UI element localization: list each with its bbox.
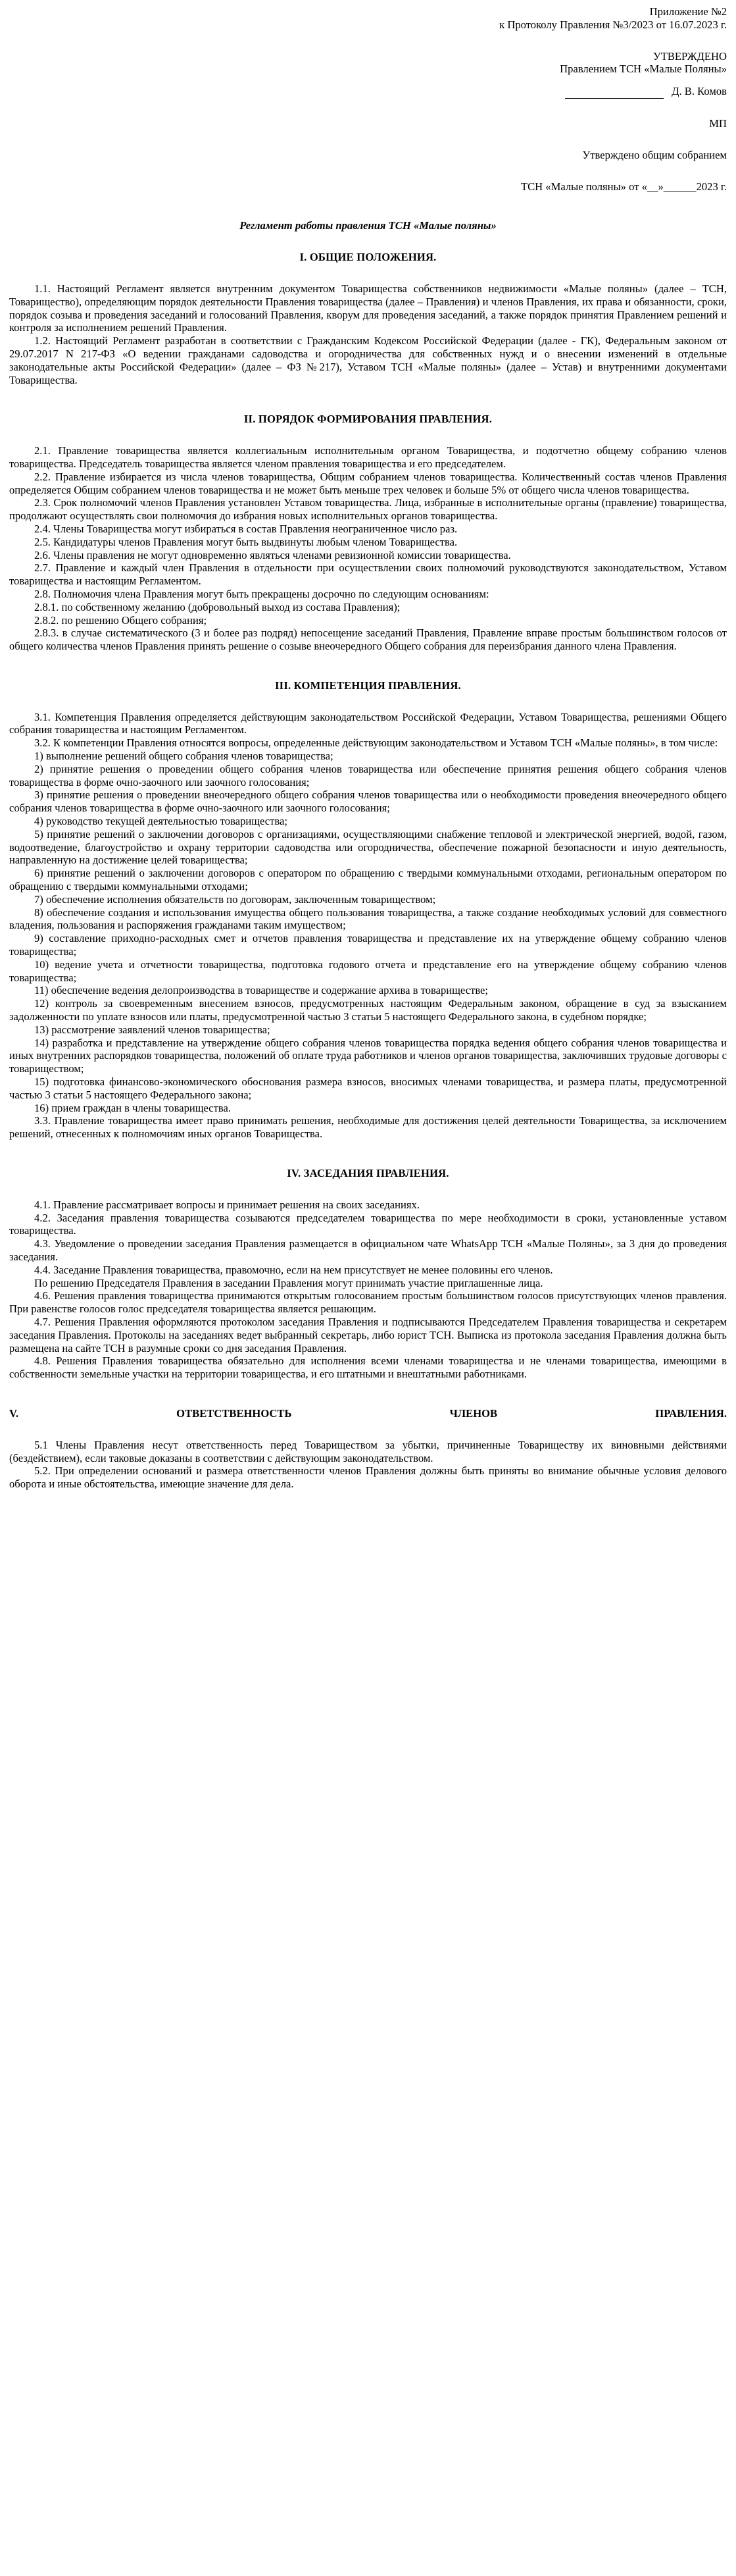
- stamp-mark: МП: [709, 116, 727, 130]
- list-item: 11) обеспечение ведения делопроизводства в товариществе и содержание архива в товариществе;: [34, 984, 489, 997]
- protocol-reference: к Протоколу Правления №3/2023 от 16.07.2023 г.: [499, 18, 727, 31]
- paragraph: 3.2. К компетенции Правления относятся вопросы, определенные действующим законодательством и Уставом ТСН «Малые поляны», в том числе:: [34, 736, 718, 750]
- section-heading: IV. ЗАСЕДАНИЯ ПРАВЛЕНИЯ.: [287, 1166, 449, 1179]
- paragraph: 4.8. Решения Правления товарищества обязательно для исполнения всеми членами товарищества и не членами товарищества, имеющими в собственности земельные участки на территории товарищества, и его штатными и внештатными работниками.: [9, 1354, 727, 1381]
- approved-by-board: Правлением ТСН «Малые Поляны»: [560, 63, 727, 76]
- list-item: 4) руководство текущей деятельностью товарищества;: [34, 815, 288, 828]
- sub-item: 2.8.1. по собственному желанию (добровольный выход из состава Правления);: [34, 600, 401, 613]
- paragraph: 3.3. Правление товарищества имеет право принимать решения, необходимые для достижения целей деятельности Товарищества, за исключением решений, отнесенных к полномочиям иных органов Товарищества.: [9, 1114, 727, 1141]
- approved-general-meeting: Утверждено общим собранием: [582, 148, 727, 161]
- paragraph: 2.8. Полномочия члена Правления могут быть прекращены досрочно по следующим основаниям:: [34, 587, 489, 600]
- paragraph: 2.7. Правление и каждый член Правления в отдельности при осуществлении своих полномочий руководствуются законодательством, Уставом товарищества и настоящим Регламентом.: [9, 561, 727, 588]
- paragraph: 1.1. Настоящий Регламент является внутренним документом Товарищества собственников недвижимости «Малые поляны» (далее – ТСН, Товарищество), определяющим порядок деятельности Правления товарищества (далее – Правления) и членов Правления, их права и обязанности, сроки, порядок созыва и проведения заседаний и голосований Правления, кворум для проведения заседаний, а также порядок принятия Правлением решений и контроля за исполнением решений Правления.: [9, 282, 727, 334]
- document-title: Регламент работы правления ТСН «Малые поляны»: [239, 219, 497, 232]
- heading-word: ПРАВЛЕНИЯ.: [655, 1406, 727, 1420]
- list-item: 8) обеспечение создания и использования имущества общего пользования товарищества, а также создание необходимых условий для совместного владения, пользования и распоряжения гражданами таким имуществом;: [9, 906, 727, 932]
- document-header: [9, 5, 727, 193]
- heading-word: ЧЛЕНОВ: [449, 1406, 498, 1420]
- section-heading: II. ПОРЯДОК ФОРМИРОВАНИЯ ПРАВЛЕНИЯ.: [243, 413, 493, 426]
- heading-word: V.: [9, 1406, 18, 1420]
- section-heading: I. ОБЩИЕ ПОЛОЖЕНИЯ.: [299, 251, 437, 264]
- list-item: 2) принятие решения о проведении общего собрания членов товарищества или обеспечение принятия решения общего собрания членов товарищества в форме очно-заочного или заочного голосования;: [9, 762, 727, 788]
- list-item: 15) подготовка финансово-экономического обоснования размера взносов, вносимых членами товарищества, и размера платы, предусмотренной частью 3 статьи 5 настоящего Федерального закона;: [9, 1075, 727, 1101]
- paragraph: 1.2. Настоящий Регламент разработан в соответствии с Гражданским Кодексом Российской Федерации (далее - ГК), Федеральным законом от 29.07.2017 N 217-ФЗ «О ведении гражданами садоводства и огородничества для собственных нужд и о внесении изменений в отдельные законодательные акты Российской Федерации» (далее – ФЗ №217), Уставом ТСН «Малые поляны» (далее – Устав) и внутренними документами Товарищества.: [9, 334, 727, 386]
- paragraph: 2.5. Кандидатуры членов Правления могут быть выдвинуты любым членом Товарищества.: [34, 535, 458, 548]
- list-item: 10) ведение учета и отчетности товарищества, подготовка годового отчета и представление его на утверждение общему собранию членов товарищества;: [9, 958, 727, 984]
- paragraph: 4.1. Правление рассматривает вопросы и принимает решения на своих заседаниях.: [34, 1198, 420, 1211]
- list-item: 5) принятие решений о заключении договоров с организациями, осуществляющими снабжение тепловой и электрической энергией, водой, газом, водоотведение, благоустройство и охрану территории садоводства или огородничества, обеспечение пожарной безопасности и иную деятельность, направленную на достижение целей товарищества;: [9, 827, 727, 867]
- signature-blank: [565, 85, 664, 99]
- paragraph: 3.1. Компетенция Правления определяется действующим законодательством Российской Федерации, Уставом Товарищества, решениями Общего собрания товарищества и настоящим Регламентом.: [9, 710, 727, 736]
- paragraph: 2.6. Члены правления не могут одновременно являться членами ревизионной комиссии товарищества.: [34, 548, 511, 561]
- heading-word: ОТВЕТСТВЕННОСТЬ: [176, 1406, 292, 1420]
- paragraph: По решению Председателя Правления в заседании Правления могут принимать участие приглашенные лица.: [34, 1276, 543, 1289]
- general-meeting-date: ТСН «Малые поляны» от «__»______2023 г.: [520, 180, 727, 193]
- list-item: 16) прием граждан в члены товарищества.: [34, 1101, 232, 1114]
- paragraph: 2.2. Правление избирается из числа членов товарищества, Общим собранием членов товарищества. Количественный состав членов Правления определяется Общим собранием членов товарищества и не может быть меньше трех человек и больше 5% от общего числа членов товарищества.: [9, 470, 727, 496]
- list-item: 1) выполнение решений общего собрания членов товарищества;: [34, 750, 333, 763]
- approved-label: УТВЕРЖДЕНО: [652, 49, 727, 63]
- section-heading: III. КОМПЕТЕНЦИЯ ПРАВЛЕНИЯ.: [275, 679, 461, 692]
- paragraph: 4.2. Заседания правления товарищества созываются председателем товарищества по мере необходимости в сроки, установленные уставом товарищества.: [9, 1211, 727, 1237]
- section-heading-v: [9, 1407, 727, 1420]
- signature-name: Д. В. Комов: [672, 85, 727, 98]
- paragraph: 4.4. Заседание Правления товарищества, правомочно, если на нем присутствует не менее половины его членов.: [34, 1263, 553, 1276]
- signature-line: [9, 85, 727, 99]
- list-item: 6) принятие решений о заключении договоров с оператором по обращению с твердыми коммунальными отходами, региональным оператором по обращению с твердыми коммунальными отходами;: [9, 867, 727, 893]
- list-item: 9) составление приходно-расходных смет и отчетов правления товарищества и представление их на утверждение общему собранию членов товарищества;: [9, 932, 727, 958]
- list-item: 3) принятие решения о проведении внеочередного общего собрания членов товарищества или о необходимости проведения внеочередного общего собрания членов товарищества в форме очно-заочного или заочного голосования;: [9, 788, 727, 815]
- list-item: 7) обеспечение исполнения обязательств по договорам, заключенным товариществом;: [34, 892, 436, 906]
- sub-item: 2.8.3. в случае систематического (3 и более раз подряд) непосещение заседаний Правления, Правление вправе простым большинством голосов от общего количества членов Правления принять решение о созыве внеочередного Общего собрания для переизбрания данного члена Правления.: [9, 627, 727, 653]
- paragraph: 4.7. Решения Правления оформляются протоколом заседания Правления и подписываются Председателем Правления товарищества и секретарем заседания Правления. Протоколы на заседаниях ведет выбранный секретарь, либо юрист ТСН. Выписка из протокола заседания Правления должна быть размещена на сайте ТСН в разумные сроки со дня заседания Правления.: [9, 1315, 727, 1354]
- list-item: 12) контроль за своевременным внесением взносов, предусмотренных настоящим Федеральным законом, обращение в суд за взысканием задолженности по уплате взносов или платы, предусмотренной частью 3 статьи 5 настоящего Федерального закона, в судебном порядке;: [9, 997, 727, 1023]
- list-item: 13) рассмотрение заявлений членов товарищества;: [34, 1023, 270, 1036]
- paragraph: 2.4. Члены Товарищества могут избираться в состав Правления неограниченное число раз.: [34, 522, 458, 535]
- paragraph: 5.1 Члены Правления несут ответственность перед Товариществом за убытки, причиненные Товариществу их виновными действиями (бездействием), если таковые доказаны в соответствии с действующим законодательством.: [9, 1438, 727, 1464]
- appendix-label: Приложение №2: [649, 5, 727, 18]
- paragraph: 4.3. Уведомление о проведении заседания Правления размещается в официальном чате WhatsApp ТСН «Малые Поляны», за 3 дня до проведения заседания.: [9, 1237, 727, 1263]
- paragraph: 2.1. Правление товарищества является коллегиальным исполнительным органом Товарищества, и подотчетно общему собранию членов товарищества. Председатель товарищества является членом правления товарищества и его председателем.: [9, 444, 727, 470]
- paragraph: 5.2. При определении оснований и размера ответственности членов Правления должны быть приняты во внимание обычные условия делового оборота и иные обстоятельства, имеющие значение для дела.: [9, 1464, 727, 1491]
- sub-item: 2.8.2. по решению Общего собрания;: [34, 613, 207, 627]
- paragraph: 4.6. Решения правления товарищества принимаются открытым голосованием простым большинством голосов присутствующих членов правления. При равенстве голосов голос председателя товарищества является решающим.: [9, 1289, 727, 1316]
- paragraph: 2.3. Срок полномочий членов Правления установлен Уставом товарищества. Лица, избранные в исполнительные органы (правление) товарищества, продолжают осуществлять свои полномочия до избрания новых исполнительных органов товарищества.: [9, 496, 727, 523]
- list-item: 14) разработка и представление на утверждение общего собрания членов товарищества порядка ведения общего собрания членов товарищества и иных внутренних распорядков товарищества, положений об оплате труда работников и членов органов товарищества, заключивших трудовые договоры с товариществом;: [9, 1036, 727, 1075]
